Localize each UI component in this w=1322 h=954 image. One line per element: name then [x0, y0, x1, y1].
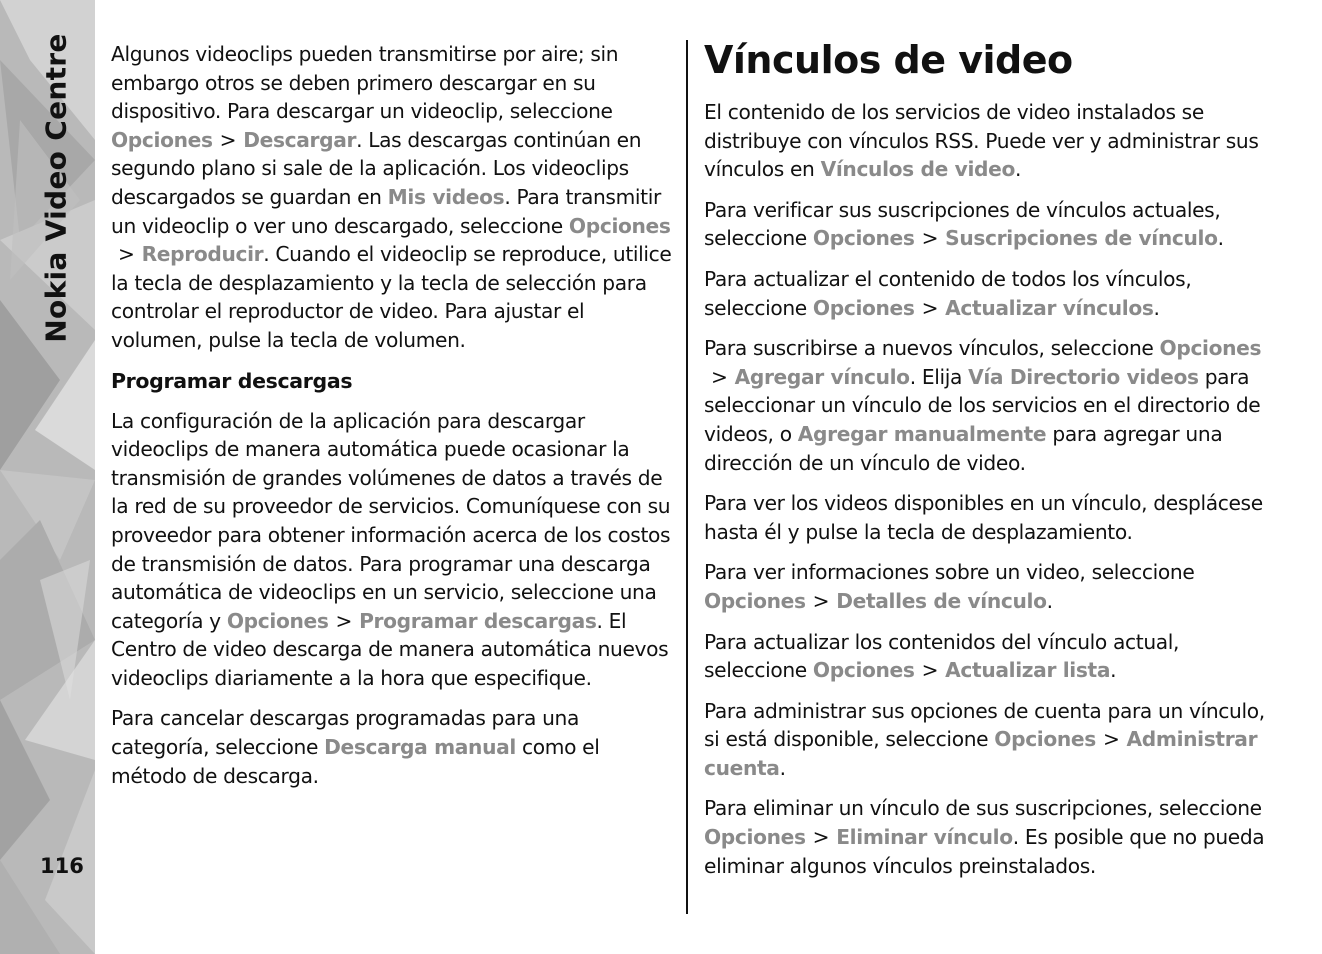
menu-command: Opciones	[704, 825, 806, 850]
menu-command: Opciones	[226, 608, 329, 633]
menu-command: Descarga manual	[324, 735, 516, 760]
menu-command: Opciones	[812, 658, 915, 683]
menu-command: Descargar	[243, 127, 357, 152]
breadcrumb-separator: >	[921, 295, 939, 320]
breadcrumb-separator: >	[1102, 727, 1120, 752]
menu-command: Actualizar lista	[945, 658, 1111, 683]
menu-command: Opciones	[568, 213, 671, 238]
menu-command: Opciones	[812, 295, 915, 320]
menu-command: Mis videos	[387, 184, 505, 209]
page-heading: Vínculos de video	[704, 38, 1073, 82]
paragraph: Para ver informaciones sobre un video, seleccione Opciones > Detalles de vínculo.	[704, 558, 1268, 615]
breadcrumb-separator: >	[921, 226, 939, 251]
paragraph: Para eliminar un vínculo de sus suscripciones, seleccione Opciones > Eliminar vínculo. Es posible que no pueda eliminar algunos vínculos preinstalados.	[704, 796, 1265, 878]
menu-command: Reproducir	[141, 242, 264, 267]
left-column	[111, 40, 673, 802]
menu-command: Opciones	[1159, 336, 1262, 361]
paragraph: Para ver los videos disponibles en un vínculo, desplácese hasta él y pulse la tecla de desplazamiento.	[704, 491, 1263, 544]
menu-command: Vía Directorio videos	[968, 364, 1199, 389]
sidebar-band	[0, 0, 95, 954]
menu-command: Eliminar vínculo	[836, 825, 1013, 850]
breadcrumb-separator: >	[219, 127, 237, 152]
breadcrumb-separator: >	[335, 608, 353, 633]
paragraph: Para administrar sus opciones de cuenta para un vínculo, si está disponible, seleccione Opciones > Administrar cuenta.	[704, 698, 1265, 780]
breadcrumb-separator: >	[812, 588, 830, 613]
paragraph: El contenido de los servicios de video instalados se distribuye con vínculos RSS. Puede ver y administrar sus vínculos en Vínculos de video.	[704, 100, 1259, 182]
menu-command: Opciones	[111, 127, 213, 152]
menu-command: Opciones	[704, 588, 806, 613]
breadcrumb-separator: >	[118, 242, 135, 267]
menu-command: Actualizar vínculos	[945, 295, 1154, 320]
paragraph: Algunos videoclips pueden transmitirse por aire; sin embargo otros se deben primero descargar en su dispositivo. Para descargar un videoclip, seleccione Opciones > Descargar. Las descargas continúan en segundo plano si sale de la aplicación. Los videoclips descargados se guardan en Mis videos. Para transmitir un videoclip o ver uno descargado, seleccione Opciones> Reproducir. Cuando el videoclip se reproduce, utilice la tecla de desplazamiento y la tecla de selección para controlar el reproductor de video. Para ajustar el volumen, pulse la tecla de volumen.	[111, 42, 672, 352]
menu-command: Opciones	[812, 226, 915, 251]
paragraph: Para actualizar los contenidos del vínculo actual, seleccione Opciones > Actualizar lista.	[704, 628, 1268, 685]
column-divider	[686, 40, 688, 914]
breadcrumb-separator: >	[711, 364, 728, 389]
right-column	[704, 98, 1268, 892]
menu-command: Detalles de vínculo	[836, 588, 1047, 613]
menu-command: Suscripciones de vínculo	[945, 226, 1218, 251]
page-number: 116	[40, 854, 84, 878]
menu-command: Agregar vínculo	[734, 364, 910, 389]
breadcrumb-separator: >	[812, 825, 830, 850]
paragraph: Para verificar sus suscripciones de vínculos actuales, seleccione Opciones > Suscripciones de vínculo.	[704, 196, 1268, 253]
breadcrumb-separator: >	[921, 658, 939, 683]
menu-command: Administrar cuenta	[704, 727, 1258, 780]
section-title: Nokia Video Centre	[39, 33, 73, 343]
menu-command: Opciones	[994, 727, 1096, 752]
menu-command: Programar descargas	[359, 608, 597, 633]
menu-command: Agregar manualmente	[797, 421, 1047, 446]
subsection-heading: Programar descargas	[111, 368, 353, 393]
paragraph: La configuración de la aplicación para descargar videoclips de manera automática puede ocasionar la transmisión de grandes volúmenes de datos a través de la red de su proveedor de servicios. Comuníquese con su proveedor para obtener información acerca de los costos de transmisión de datos. Para programar una descarga automática de videoclips en un servicio, seleccione una categoría y Opciones > Programar descargas. El Centro de video descarga de manera automática nuevos videoclips diariamente a la hora que especifique.	[111, 408, 671, 690]
menu-command: Vínculos de video	[820, 157, 1015, 182]
paragraph: Para actualizar el contenido de todos los vínculos, seleccione Opciones > Actualizar vínculos.	[704, 265, 1268, 322]
paragraph: Para suscribirse a nuevos vínculos, seleccione Opciones> Agregar vínculo. Elija Vía Directorio videos para seleccionar un vínculo de los servicios en el directorio de videos, o Agregar manualmente para agregar una dirección de un vínculo de video.	[704, 336, 1262, 475]
paragraph: Para cancelar descargas programadas para una categoría, seleccione Descarga manual como el método de descarga.	[111, 706, 600, 788]
